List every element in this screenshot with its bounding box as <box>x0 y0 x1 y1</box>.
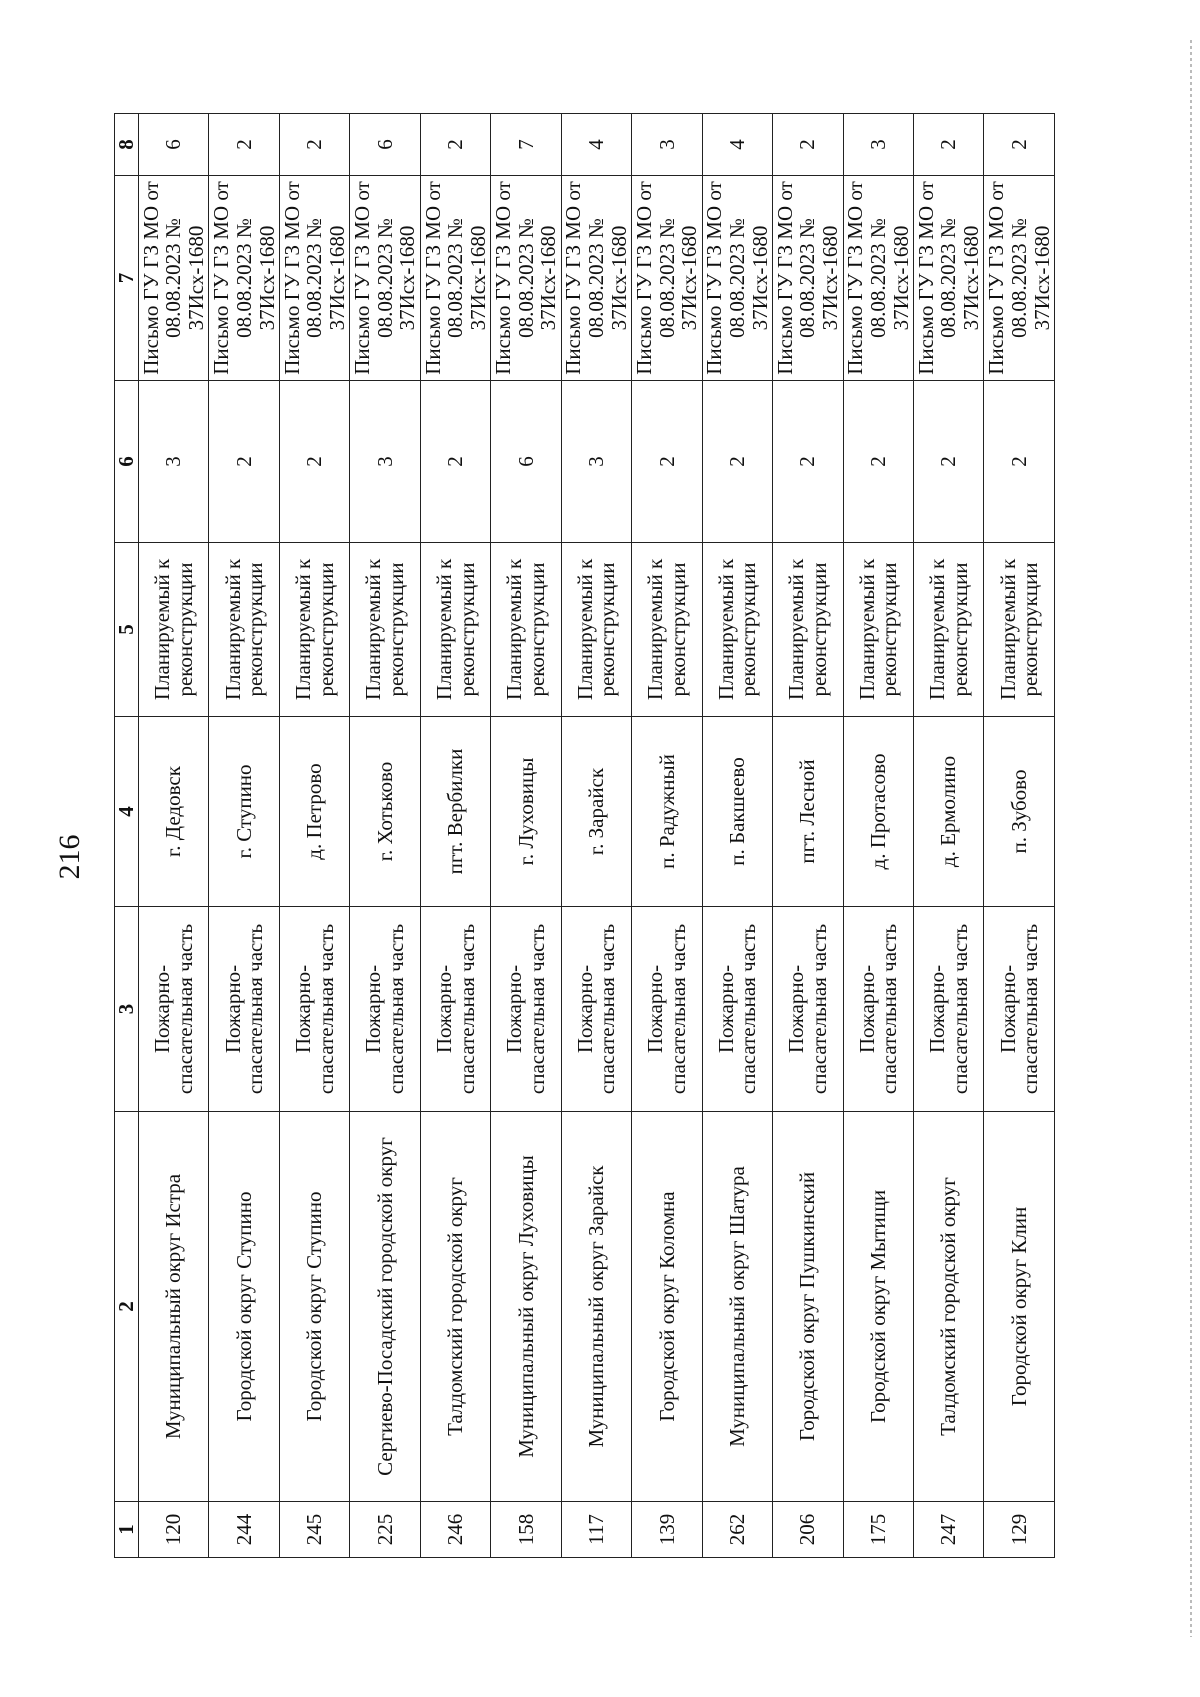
column-header: 7 <box>115 176 139 381</box>
facility-type-cell: Пожарно-спасательная часть <box>773 907 843 1112</box>
status-cell: Планируемый к реконструкции <box>209 543 279 717</box>
quantity-cell: 6 <box>350 114 420 176</box>
table-wrapper <box>114 114 1055 1558</box>
quantity-cell: 2 <box>984 114 1055 176</box>
row-number-cell: 158 <box>491 1502 561 1558</box>
source-document-cell: Письмо ГУ ГЗ МО от 08.08.2023 № 37Исх-1680 <box>561 176 631 381</box>
table-row <box>420 114 490 1558</box>
quantity-cell: 2 <box>279 114 349 176</box>
source-document-cell: Письмо ГУ ГЗ МО от 08.08.2023 № 37Исх-1680 <box>209 176 279 381</box>
municipality-cell: Городской округ Мытищи <box>843 1112 913 1502</box>
scan-edge <box>1190 40 1192 1637</box>
facility-type-cell: Пожарно-спасательная часть <box>702 907 772 1112</box>
column-header: 1 <box>115 1502 139 1558</box>
source-document-cell: Письмо ГУ ГЗ МО от 08.08.2023 № 37Исх-1680 <box>984 176 1055 381</box>
settlement-cell: п. Бакшеево <box>702 717 772 907</box>
source-document-cell: Письмо ГУ ГЗ МО от 08.08.2023 № 37Исх-1680 <box>279 176 349 381</box>
facility-type-cell: Пожарно-спасательная часть <box>632 907 702 1112</box>
table-row <box>843 114 913 1558</box>
status-cell: Планируемый к реконструкции <box>773 543 843 717</box>
row-number-cell: 120 <box>139 1502 209 1558</box>
column-header: 5 <box>115 543 139 717</box>
table-row <box>209 114 279 1558</box>
facility-type-cell: Пожарно-спасательная часть <box>843 907 913 1112</box>
row-number-cell: 247 <box>913 1502 983 1558</box>
municipality-cell: Городской округ Коломна <box>632 1112 702 1502</box>
settlement-cell: д. Протасово <box>843 717 913 907</box>
capacity-cell: 2 <box>279 381 349 543</box>
capacity-cell: 2 <box>913 381 983 543</box>
settlement-cell: п. Зубово <box>984 717 1055 907</box>
quantity-cell: 2 <box>209 114 279 176</box>
status-cell: Планируемый к реконструкции <box>350 543 420 717</box>
source-document-cell: Письмо ГУ ГЗ МО от 08.08.2023 № 37Исх-1680 <box>420 176 490 381</box>
column-header: 3 <box>115 907 139 1112</box>
column-header: 4 <box>115 717 139 907</box>
capacity-cell: 2 <box>702 381 772 543</box>
capacity-cell: 3 <box>139 381 209 543</box>
facility-type-cell: Пожарно-спасательная часть <box>209 907 279 1112</box>
municipality-cell: Муниципальный округ Зарайск <box>561 1112 631 1502</box>
settlement-cell: г. Луховицы <box>491 717 561 907</box>
municipality-cell: Муниципальный округ Истра <box>139 1112 209 1502</box>
column-header: 6 <box>115 381 139 543</box>
row-number-cell: 246 <box>420 1502 490 1558</box>
quantity-cell: 3 <box>632 114 702 176</box>
source-document-cell: Письмо ГУ ГЗ МО от 08.08.2023 № 37Исх-1680 <box>491 176 561 381</box>
facility-type-cell: Пожарно-спасательная часть <box>984 907 1055 1112</box>
capacity-cell: 6 <box>491 381 561 543</box>
row-number-cell: 175 <box>843 1502 913 1558</box>
settlement-cell: г. Дедовск <box>139 717 209 907</box>
status-cell: Планируемый к реконструкции <box>279 543 349 717</box>
source-document-cell: Письмо ГУ ГЗ МО от 08.08.2023 № 37Исх-1680 <box>702 176 772 381</box>
settlement-cell: г. Ступино <box>209 717 279 907</box>
municipality-cell: Муниципальный округ Луховицы <box>491 1112 561 1502</box>
facility-type-cell: Пожарно-спасательная часть <box>139 907 209 1112</box>
table-body <box>139 114 1055 1558</box>
table-row <box>561 114 631 1558</box>
source-document-cell: Письмо ГУ ГЗ МО от 08.08.2023 № 37Исх-1680 <box>843 176 913 381</box>
row-number-cell: 244 <box>209 1502 279 1558</box>
capacity-cell: 2 <box>420 381 490 543</box>
capacity-cell: 2 <box>843 381 913 543</box>
settlement-cell: г. Хотьково <box>350 717 420 907</box>
facility-type-cell: Пожарно-спасательная часть <box>913 907 983 1112</box>
registry-table <box>114 113 1055 1558</box>
table-row <box>279 114 349 1558</box>
municipality-cell: Городской округ Пушкинский <box>773 1112 843 1502</box>
municipality-cell: Городской округ Ступино <box>209 1112 279 1502</box>
quantity-cell: 4 <box>561 114 631 176</box>
page-number: 216 <box>53 834 86 880</box>
status-cell: Планируемый к реконструкции <box>984 543 1055 717</box>
settlement-cell: пгт. Лесной <box>773 717 843 907</box>
source-document-cell: Письмо ГУ ГЗ МО от 08.08.2023 № 37Исх-1680 <box>773 176 843 381</box>
source-document-cell: Письмо ГУ ГЗ МО от 08.08.2023 № 37Исх-1680 <box>913 176 983 381</box>
quantity-cell: 2 <box>913 114 983 176</box>
settlement-cell: д. Петрово <box>279 717 349 907</box>
source-document-cell: Письмо ГУ ГЗ МО от 08.08.2023 № 37Исх-1680 <box>632 176 702 381</box>
municipality-cell: Талдомский городской округ <box>913 1112 983 1502</box>
table-row <box>632 114 702 1558</box>
status-cell: Планируемый к реконструкции <box>632 543 702 717</box>
status-cell: Планируемый к реконструкции <box>491 543 561 717</box>
row-number-cell: 245 <box>279 1502 349 1558</box>
quantity-cell: 2 <box>420 114 490 176</box>
table-row <box>773 114 843 1558</box>
status-cell: Планируемый к реконструкции <box>843 543 913 717</box>
municipality-cell: Муниципальный округ Шатура <box>702 1112 772 1502</box>
facility-type-cell: Пожарно-спасательная часть <box>279 907 349 1112</box>
status-cell: Планируемый к реконструкции <box>702 543 772 717</box>
table-row <box>350 114 420 1558</box>
column-header: 2 <box>115 1112 139 1502</box>
capacity-cell: 2 <box>773 381 843 543</box>
table-row <box>702 114 772 1558</box>
table-row <box>984 114 1055 1558</box>
status-cell: Планируемый к реконструкции <box>420 543 490 717</box>
table-row <box>139 114 209 1558</box>
column-header: 8 <box>115 114 139 176</box>
capacity-cell: 3 <box>350 381 420 543</box>
header-row <box>115 114 139 1558</box>
status-cell: Планируемый к реконструкции <box>561 543 631 717</box>
capacity-cell: 2 <box>984 381 1055 543</box>
capacity-cell: 2 <box>632 381 702 543</box>
settlement-cell: д. Ермолино <box>913 717 983 907</box>
quantity-cell: 2 <box>773 114 843 176</box>
capacity-cell: 3 <box>561 381 631 543</box>
table-row <box>491 114 561 1558</box>
municipality-cell: Сергиево-Посадский городской округ <box>350 1112 420 1502</box>
row-number-cell: 129 <box>984 1502 1055 1558</box>
facility-type-cell: Пожарно-спасательная часть <box>350 907 420 1112</box>
row-number-cell: 206 <box>773 1502 843 1558</box>
municipality-cell: Городской округ Клин <box>984 1112 1055 1502</box>
quantity-cell: 7 <box>491 114 561 176</box>
facility-type-cell: Пожарно-спасательная часть <box>420 907 490 1112</box>
status-cell: Планируемый к реконструкции <box>913 543 983 717</box>
quantity-cell: 6 <box>139 114 209 176</box>
row-number-cell: 225 <box>350 1502 420 1558</box>
settlement-cell: п. Радужный <box>632 717 702 907</box>
settlement-cell: г. Зарайск <box>561 717 631 907</box>
municipality-cell: Городской округ Ступино <box>279 1112 349 1502</box>
row-number-cell: 139 <box>632 1502 702 1558</box>
facility-type-cell: Пожарно-спасательная часть <box>561 907 631 1112</box>
source-document-cell: Письмо ГУ ГЗ МО от 08.08.2023 № 37Исх-1680 <box>139 176 209 381</box>
source-document-cell: Письмо ГУ ГЗ МО от 08.08.2023 № 37Исх-1680 <box>350 176 420 381</box>
quantity-cell: 4 <box>702 114 772 176</box>
settlement-cell: пгт. Вербилки <box>420 717 490 907</box>
municipality-cell: Талдомский городской округ <box>420 1112 490 1502</box>
row-number-cell: 117 <box>561 1502 631 1558</box>
table-row <box>913 114 983 1558</box>
facility-type-cell: Пожарно-спасательная часть <box>491 907 561 1112</box>
status-cell: Планируемый к реконструкции <box>139 543 209 717</box>
quantity-cell: 3 <box>843 114 913 176</box>
capacity-cell: 2 <box>209 381 279 543</box>
row-number-cell: 262 <box>702 1502 772 1558</box>
